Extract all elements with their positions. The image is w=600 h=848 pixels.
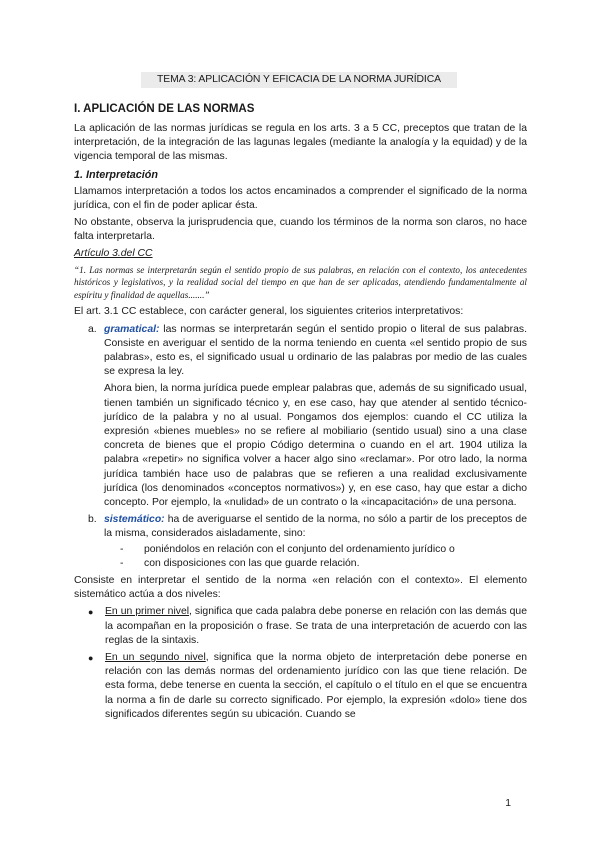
level-text: , significa que cada palabra debe ponerse en relación con las demás que la acompañan en la proposición o frase. Se trata de una interpretación de acuerdo con las reglas de la sintaxis. — [105, 606, 527, 646]
criterion-keyword: gramatical: — [104, 323, 160, 335]
level-label: En un primer nivel — [105, 606, 190, 618]
list-marker: a. — [88, 323, 97, 335]
criterion-description: las normas se interpretarán según el sentido propio o literal de sus palabras. Consiste en averiguar el sentido de la norma teniendo en cuenta «el sentido propio de sus palabras», esto es, el significado usual u ordinario de las palabras por medio de las cuales se expresa la ley. — [104, 323, 527, 378]
interpretation-note: No obstante, observa la jurisprudencia que, cuando los términos de la norma son claros, no hace falta interpretarla. — [74, 217, 527, 243]
bullet-icon: ● — [88, 607, 94, 618]
systematic-intro: Consiste en interpretar el sentido de la norma «en relación con el contexto». El elemento sistemático actúa a dos niveles: — [74, 575, 527, 601]
level-text: , significa que la norma objeto de interpretación debe ponerse en relación con las demás normas del ordenamiento jurídico con las que tiene relación. De esta forma, debe tenerse en cuenta la sección, el capítulo o el título en el que se encuentra la norma a fin de darle su correcto significado. Por ejemplo, la expresión «dolo» tiene dos significados diferentes según su ubicación. Cuando se — [105, 652, 528, 720]
document-body — [74, 102, 527, 725]
criterion-sistematico — [74, 513, 527, 571]
criterion-text — [104, 323, 527, 380]
criterion-keyword: sistemático: — [104, 514, 165, 526]
criterion-description: ha de averiguarse el sentido de la norma, no sólo a partir de los preceptos de la misma, considerados aisladamente, sino: — [104, 514, 527, 540]
dash-item: - con disposiciones con las que guarde relación. — [120, 557, 360, 569]
level-label: En un segundo nivel — [105, 652, 206, 664]
criterion-text — [104, 513, 527, 541]
criteria-intro: El art. 3.1 CC establece, con carácter general, los siguientes criterios interpretativos: — [74, 306, 464, 318]
bullet-item-level2 — [74, 651, 527, 722]
criterion-gramatical — [74, 323, 527, 511]
page-title: TEMA 3: APLICACIÓN Y EFICACIA DE LA NORMA JURÍDICA — [141, 72, 457, 88]
bullet-item-level1 — [74, 605, 527, 648]
list-marker: b. — [88, 514, 97, 526]
dash-list — [104, 543, 527, 571]
page-number: 1 — [505, 798, 511, 809]
criterion-paragraph: Ahora bien, la norma jurídica puede emplear palabras que, además de su significado usual, tienen también un significado técnico y, en ese caso, hay que atender al sentido técnico-jurídico de la palabra y no al usual. Pongamos dos ejemplos: cuando el CC utiliza la expresión «bienes muebles» no se refiere al mobiliario (sentido usual) sino a una clase concreta de bienes que el propio Código determina o cuando en el art. 1904 utiliza la palabra «repetir» no significa volver a hacer algo sino «reclamar». Por otro lado, la norma jurídica también hace uso de palabras que se refieren a una realidad exclusivamente jurídica (los denominados «conceptos normativos») y, en ese caso, hay que estar a dicho concepto. Por ejemplo, la «nulidad» de un contrato o la «incapacitación» de una persona. — [104, 383, 527, 509]
dash-item: - poniéndolos en relación con el conjunto del ordenamiento jurídico o — [120, 543, 455, 555]
section-heading: I. APLICACIÓN DE LAS NORMAS — [74, 103, 255, 115]
article-title: Artículo 3.del CC — [74, 248, 153, 260]
bullet-icon: ● — [88, 653, 94, 664]
section-intro: La aplicación de las normas jurídicas se regula en los arts. 3 a 5 CC, preceptos que tratan de la interpretación, de la integración de las lagunas legales (mediante la analogía y la equidad) y de la vigencia temporal de las mismas. — [74, 123, 527, 163]
interpretation-definition: Llamamos interpretación a todos los actos encaminados a comprender el significado de la norma jurídica, con el fin de poder aplicar ésta. — [74, 185, 527, 211]
article-quote: “1. Las normas se interpretarán según el sentido propio de sus palabras, en relación con el contexto, los antecedentes históricos y legislativos, y la realidad social del tiempo en que han de ser aplicadas, atendiendo fundamentalmente al espíritu y finalidad de aquellas.......” — [74, 264, 527, 300]
subsection-heading: 1. Interpretación — [74, 168, 158, 181]
